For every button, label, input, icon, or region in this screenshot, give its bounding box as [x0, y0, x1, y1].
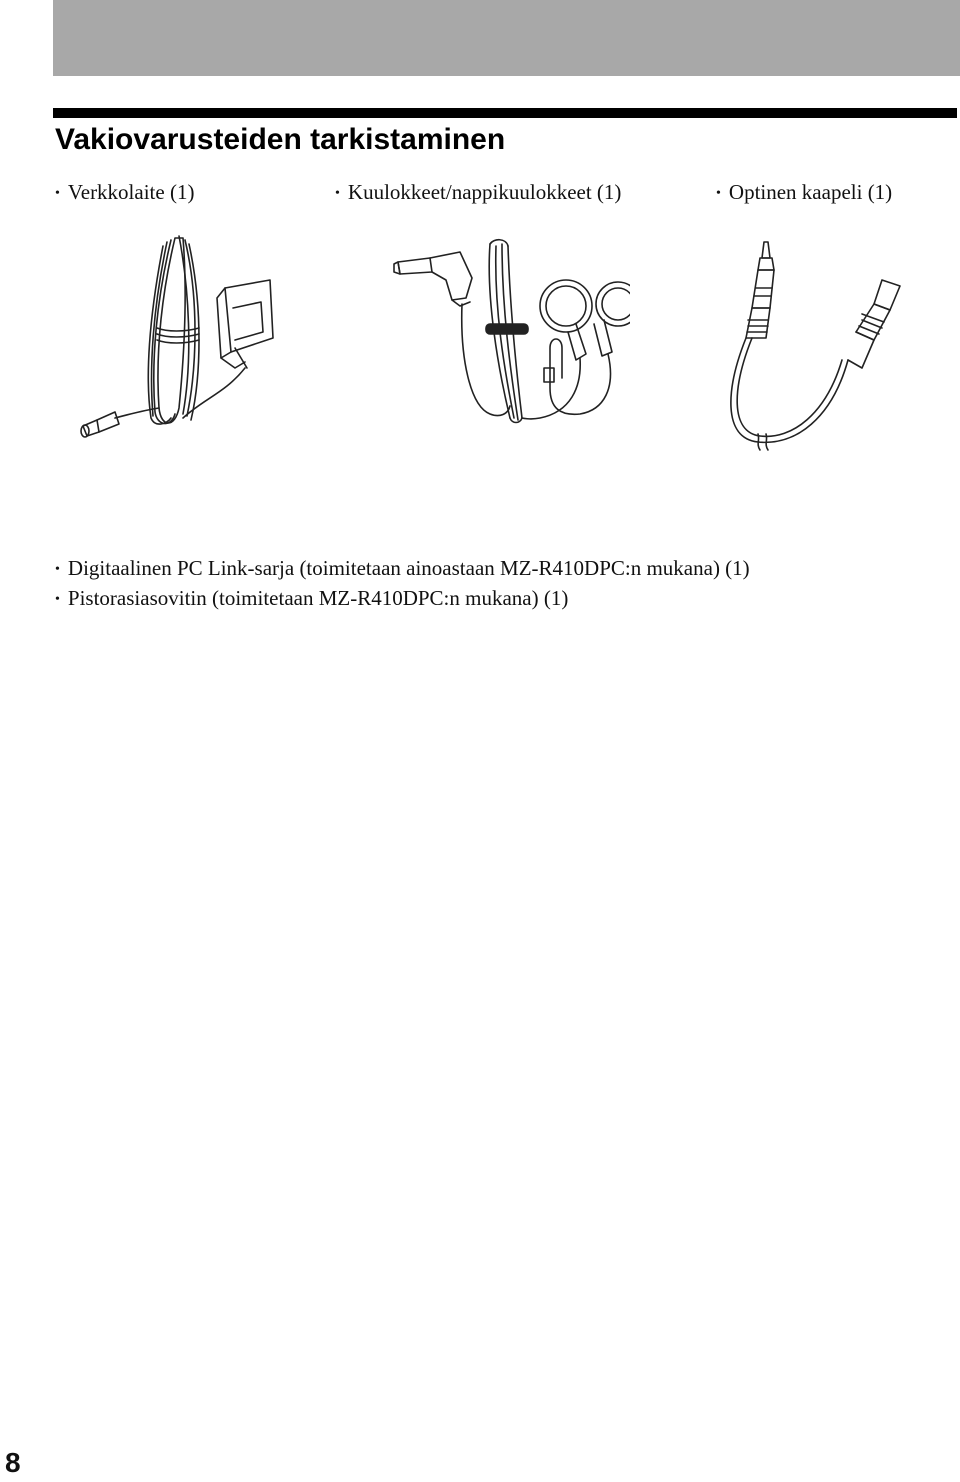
bullet: • — [55, 186, 60, 201]
item-plug-adaptor — [55, 585, 568, 613]
optical-cable-icon — [712, 228, 912, 460]
bullet: • — [335, 186, 340, 201]
section-title: Vakiovarusteiden tarkistaminen — [55, 123, 506, 156]
item-label: Kuulokkeet/nappikuulokkeet (1) — [347, 180, 622, 204]
item-label: Digitaalinen PC Link-sarja (toimitetaan ainoastaan MZ-R410DPC:n mukana) (1) — [67, 556, 750, 580]
title-rule — [53, 108, 957, 118]
item-earphones — [335, 179, 621, 207]
bullet: • — [55, 562, 60, 577]
page-number: 8 — [5, 1447, 21, 1478]
item-ac-adaptor — [55, 179, 194, 207]
bullet: • — [716, 186, 721, 201]
bullet: • — [55, 592, 60, 607]
item-label: Verkkolaite (1) — [67, 180, 195, 204]
earphones-icon — [390, 228, 630, 448]
item-label: Pistorasiasovitin (toimitetaan MZ-R410DPC:n mukana) (1) — [67, 586, 569, 610]
item-pc-link-kit — [55, 555, 750, 583]
ac-adaptor-icon — [75, 228, 295, 448]
item-label: Optinen kaapeli (1) — [728, 180, 893, 204]
header-bar — [53, 0, 960, 76]
item-optical-cable — [716, 179, 892, 207]
